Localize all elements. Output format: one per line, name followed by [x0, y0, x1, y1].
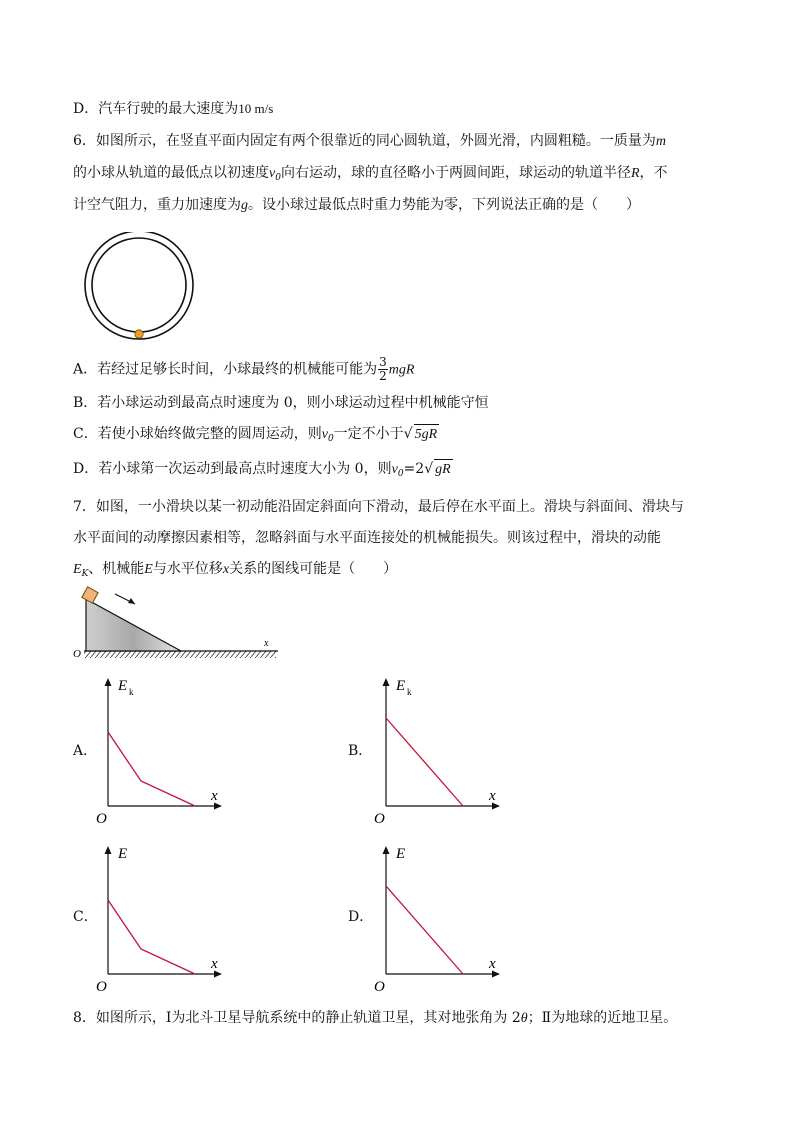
graph-c	[90, 838, 230, 998]
q6-track-figure	[76, 232, 204, 344]
q6-stem-line3: 计空气阻力，重力加速度为g。设小球过最低点时重力势能为零，下列说法正确的是（ ）	[73, 197, 640, 213]
incline-origin-label: O	[73, 648, 81, 660]
x-axis-label: x	[211, 956, 218, 972]
graph-d	[368, 838, 508, 998]
q6-option-b: B．若小球运动到最高点时速度为 0，则小球运动过程中机械能守恒	[73, 395, 489, 411]
q6-option-c: C．若使小球始终做完整的圆周运动，则$v_0$一定不小于√ 5gR	[73, 426, 438, 444]
option-a-label[interactable]: A．	[73, 743, 98, 759]
y-axis-arrow	[105, 678, 112, 686]
q5-option-d: D．汽车行驶的最大速度为10 m/s	[73, 101, 274, 117]
graph-line	[386, 718, 463, 806]
ground-hatching	[84, 651, 276, 658]
q8-stem-line1: 8．如图所示，Ⅰ为北斗卫星导航系统中的静止轨道卫星，其对地张角为 2θ；Ⅱ为地球的近地卫星。	[73, 1010, 678, 1026]
y-axis-arrow	[105, 846, 112, 854]
q6-option-d: D．若小球第一次运动到最高点时速度大小为 0，则$v_0=2√$ gR	[73, 461, 451, 479]
fraction-3-2: $\frac{3}{2}$	[379, 355, 387, 383]
origin-label: O	[374, 979, 385, 995]
x-axis-label: x	[489, 788, 496, 804]
y-axis-label: E	[118, 846, 128, 862]
origin-label: O	[96, 979, 107, 995]
q6-option-a: A．若经过足够长时间，小球最终的机械能可能为 $\frac{3}{2}$ mgR	[73, 355, 415, 383]
x-axis-label: x	[211, 788, 218, 804]
graph-b	[368, 670, 508, 830]
q7-stem-line1: 7．如图，一小滑块以某一初动能沿固定斜面向下滑动，最后停在水平面上。滑块与斜面间、滑块与	[73, 499, 684, 515]
y-axis-arrow	[383, 846, 390, 854]
incline-x-label: x	[264, 638, 269, 649]
y-axis-label: E	[396, 678, 406, 694]
option-c-label[interactable]: C．	[73, 909, 98, 925]
outer-track	[85, 232, 193, 339]
graph-line	[108, 732, 195, 806]
graph-a	[90, 670, 230, 830]
y-axis-arrow	[383, 678, 390, 686]
y-axis-label: E	[118, 678, 128, 694]
q7-incline-figure	[66, 585, 286, 665]
graph-line	[386, 886, 463, 974]
ball	[135, 330, 143, 338]
option-b-label[interactable]: B．	[348, 743, 373, 759]
inner-track	[92, 238, 186, 332]
incline	[86, 599, 181, 651]
origin-label: O	[96, 811, 107, 827]
graph-line	[108, 900, 195, 974]
y-axis-label-sub: k	[407, 687, 412, 697]
option-d-label[interactable]: D．	[348, 909, 374, 925]
sliding-block	[82, 587, 98, 603]
origin-label: O	[374, 811, 385, 827]
q6-stem-line1: 6．如图所示，在竖直平面内固定有两个很靠近的同心圆轨道，外圆光滑，内圆粗糙。一质量为m	[73, 133, 667, 149]
x-axis-label: x	[489, 956, 496, 972]
q7-stem-line3: $E_K$、机械能E与水平位移x关系的图线可能是（ ）	[73, 561, 398, 579]
q7-stem-line2: 水平面间的动摩擦因素相等，忽略斜面与水平面连接处的机械能损失。则该过程中，滑块的动能	[73, 530, 661, 546]
y-axis-label: E	[396, 846, 406, 862]
q6-stem-line2: 的小球从轨道的最低点以初速度$v_0$向右运动，球的直径略小于两圆间距，球运动的轨道半径R，不	[73, 165, 668, 183]
y-axis-label-sub: k	[129, 687, 134, 697]
